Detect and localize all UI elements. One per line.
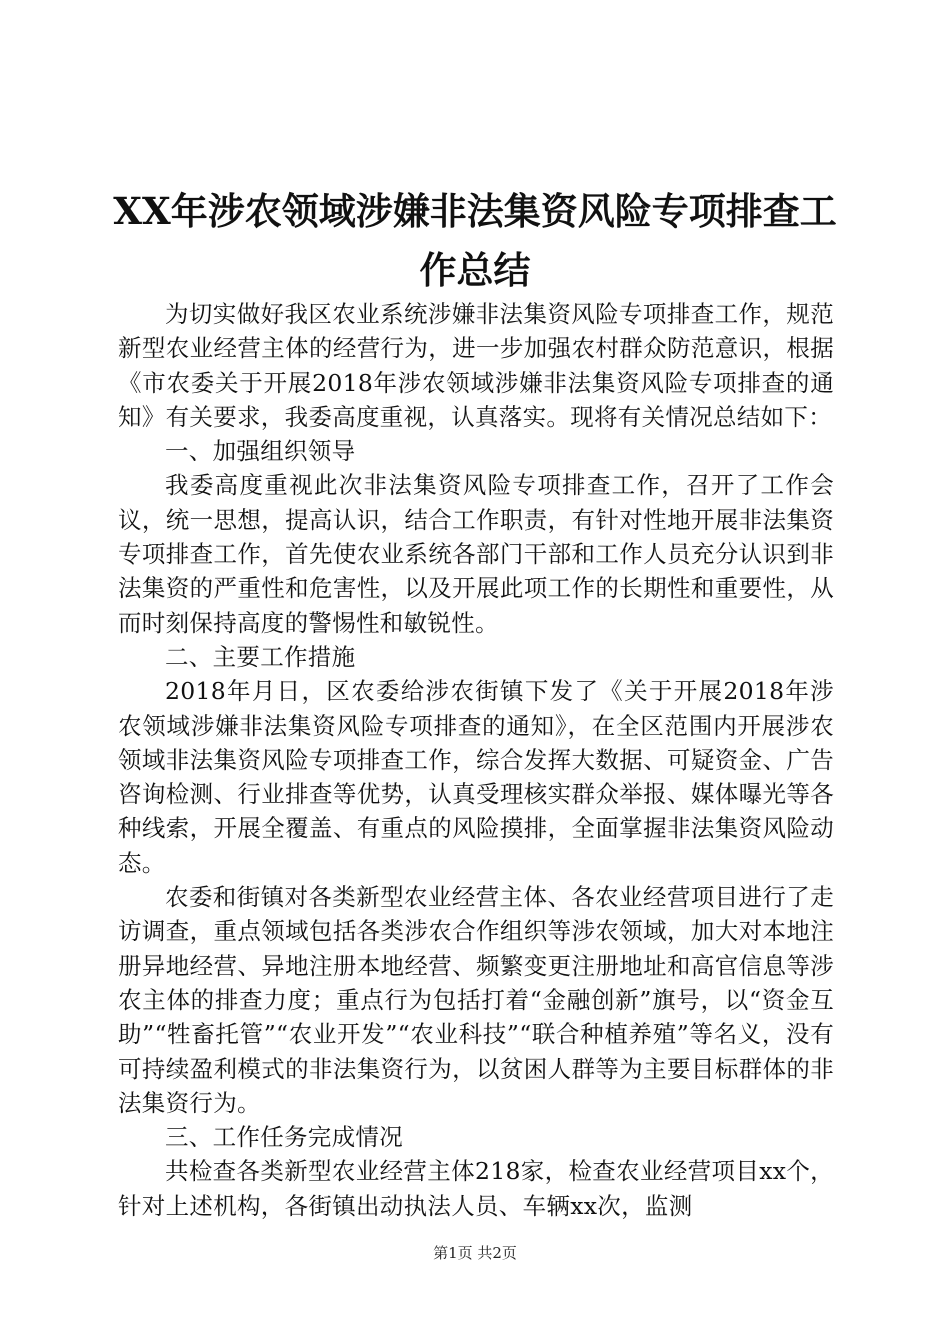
- page-footer: 第1页 共2页: [433, 1244, 517, 1262]
- section-3-paragraph: 共检查各类新型农业经营主体218家，检查农业经营项目xx个，针对上述机构，各街镇出动执法人员、车辆xx次，监测: [118, 1157, 834, 1220]
- section-1-paragraph: 我委高度重视此次非法集资风险专项排查工作，召开了工作会议，统一思想，提高认识，结合工作职责，有针对性地开展非法集资专项排查工作，首先使农业系统各部门干部和工作人员充分认识到非法集资的严重性和危害性，以及开展此项工作的长期性和重要性，从而时刻保持高度的警惕性和敏锐性。: [118, 471, 834, 637]
- section-2b-paragraph: 农委和街镇对各类新型农业经营主体、各农业经营项目进行了走访调查，重点领域包括各类涉农合作组织等涉农领域，加大对本地注册异地经营、异地注册本地经营、频繁变更注册地址和高官信息等涉农主体的排查力度；重点行为包括打着“金融创新”旗号，以“资金互助”“牲畜托管”“农业开发”“农业科技”“联合种植养殖”等名义，没有可持续盈利模式的非法集资行为，以贫困人群等为主要目标群体的非法集资行为。: [118, 883, 834, 1117]
- section-2a-paragraph: 2018年月日，区农委给涉农街镇下发了《关于开展2018年涉农领域涉嫌非法集资风险专项排查的通知》，在全区范围内开展涉农领域非法集资风险专项排查工作，综合发挥大数据、可疑资金、广告咨询检测、行业排查等优势，认真受理核实群众举报、媒体曝光等各种线索，开展全覆盖、有重点的风险摸排，全面掌握非法集资风险动态。: [118, 677, 834, 877]
- section-heading-3: 三、工作任务完成情况: [165, 1123, 403, 1152]
- document-title-line-1: XX年涉农领域涉嫌非法集资风险专项排查工: [113, 189, 837, 233]
- section-heading-2: 二、主要工作措施: [165, 642, 356, 671]
- document-body: [118, 297, 834, 1223]
- document-title-line-2: 作总结: [419, 248, 531, 292]
- section-heading-1: 一、加强组织领导: [165, 437, 356, 466]
- intro-paragraph: 为切实做好我区农业系统涉嫌非法集资风险专项排查工作，规范新型农业经营主体的经营行为，进一步加强农村群众防范意识，根据《市农委关于开展2018年涉农领域涉嫌非法集资风险专项排查的通知》有关要求，我委高度重视，认真落实。现将有关情况总结如下：: [118, 300, 834, 431]
